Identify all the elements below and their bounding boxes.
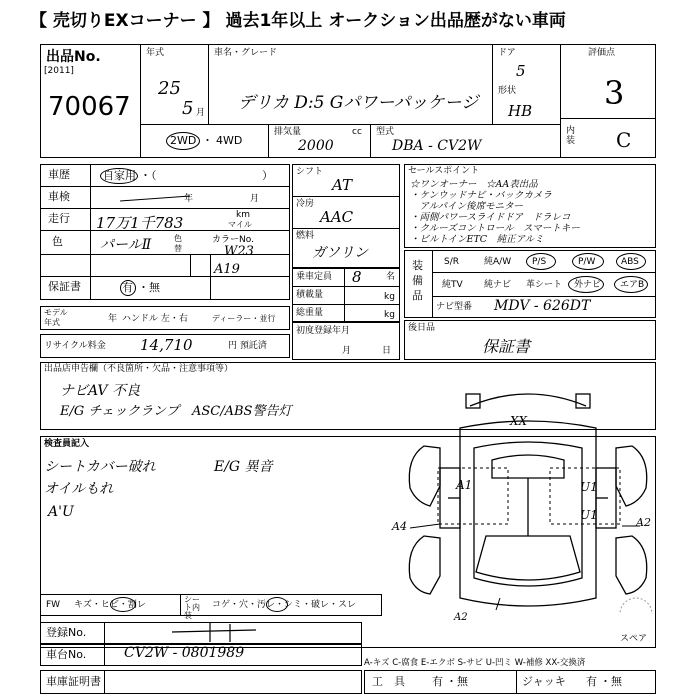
first-reg-day: 日 <box>382 346 392 356</box>
exhibitor-line1: ナビAV 不良 <box>60 383 140 399</box>
equip-pw: P/W <box>578 257 596 267</box>
equip-outer-navi: 外ナビ <box>574 280 602 290</box>
drive-dot: ・ <box>202 134 213 147</box>
tools-no: ・無 <box>446 675 468 688</box>
spare-tire <box>620 598 652 614</box>
diagram-a2-right: A2 <box>636 516 651 529</box>
color-code2: A19 <box>214 262 240 277</box>
first-reg-month: 月 <box>342 346 352 356</box>
engine-unit: cc <box>352 127 362 137</box>
inspection-month: 月 <box>250 194 260 204</box>
ac-value: AAC <box>320 208 354 226</box>
score-value: 3 <box>604 74 625 112</box>
inspection-year: 年 <box>184 194 194 204</box>
chassis-value: CV2W - 0801989 <box>124 645 245 661</box>
sales-point-2: ・ケンウッドナビ・バックカメラ <box>410 190 552 201</box>
score-label: 評価点 <box>588 48 616 58</box>
banner <box>0 0 700 32</box>
inspector-line1: シートカバー破れ <box>44 459 156 475</box>
condition-fw: FW <box>46 600 61 610</box>
mileage-km: km <box>236 210 250 220</box>
color-label: 色 <box>52 235 63 248</box>
history-rest: ・（ <box>140 169 157 182</box>
shift-label: シフト <box>296 167 324 177</box>
diagram-xx: XX <box>510 414 528 428</box>
month-value: 5 <box>182 98 194 119</box>
inspection-label: 車検 <box>48 190 70 203</box>
type-label: 型式 <box>376 127 395 137</box>
model-label: 車名・グレード <box>214 48 278 58</box>
model-handle: ハンドル 左・右 <box>122 314 188 324</box>
capacity-label: 乗車定員 <box>296 272 333 282</box>
tools-yes: 有 <box>432 675 443 688</box>
sales-points-label: セールスポイント <box>408 166 480 176</box>
diagram-spare: スペア <box>620 634 648 644</box>
equip-ps: P/S <box>532 257 547 267</box>
color-code1: W23 <box>224 244 254 259</box>
condition-seat: シート内装 <box>184 595 200 620</box>
history-close: ） <box>262 169 273 182</box>
diagram-u1a: U1 <box>580 480 598 494</box>
drive-2wd: 2WD <box>170 134 197 147</box>
color-value: パールⅡ <box>100 237 152 253</box>
equip-navi: 純ナビ <box>484 280 512 290</box>
color-change-label: 色替 <box>174 234 182 253</box>
sales-point-6: ・ビルトインETC 純正アルミ <box>410 234 544 245</box>
body-value: HB <box>508 102 533 120</box>
damage-legend: A-キズ C-腐食 E-エクボ S-サビ U-凹ミ W-補修 XX-交換済 <box>364 658 586 668</box>
diagram-a4: A4 <box>392 520 407 533</box>
history-label: 車歴 <box>48 168 70 181</box>
capacity-unit: 名 <box>386 272 396 282</box>
registration-label: 登録No. <box>46 626 87 639</box>
equip-abs: ABS <box>621 257 639 267</box>
equip-aw: 純A/W <box>484 257 512 267</box>
equip-tv: 純TV <box>442 280 463 290</box>
after-parts-label: 後日品 <box>408 323 436 333</box>
sales-point-4: ・両側パワースライドドア ドラレコ <box>410 212 571 223</box>
interior-label: 内装 <box>566 126 576 146</box>
mileage-value: 17万1千783 <box>96 214 184 232</box>
equipment-label: 装備品 <box>412 259 423 302</box>
exhibitor-line2: E/G チェックランプ ASC/ABS警告灯 <box>60 404 292 419</box>
drive-4wd: 4WD <box>216 134 243 147</box>
car-diagram <box>400 388 656 614</box>
year-value: 25 <box>158 78 181 99</box>
mileage-mile: マイル <box>228 220 252 229</box>
sales-point-1: ☆ワンオーナー ☆AA表出品 <box>410 179 538 190</box>
warranty-no: ・無 <box>138 281 160 294</box>
chassis-label: 車台No. <box>46 648 87 661</box>
jack-label: ジャッキ <box>522 675 566 688</box>
month-suffix: 月 <box>196 108 206 118</box>
model-dealer: ディーラー・並行 <box>212 314 276 323</box>
inspector-label: 検査員記入 <box>44 439 90 449</box>
ac-label: 冷房 <box>296 199 315 209</box>
inspector-line2: オイルもれ <box>44 481 114 497</box>
engine-label: 排気量 <box>274 127 302 137</box>
warranty-yes: 有 <box>122 281 133 294</box>
banner-text: 【 売切りEXコーナー 】 過去1年以上 オークション出品歴がない車両 <box>30 11 566 31</box>
sales-point-3: アルパイン後席モニター <box>410 201 523 212</box>
navi-model: MDV - 626DT <box>494 298 591 314</box>
jack-yes: 有 <box>586 675 597 688</box>
navi-model-label: ナビ型番 <box>436 302 473 312</box>
jack-no: ・無 <box>600 675 622 688</box>
mileage-label: 走行 <box>48 212 70 225</box>
recycle-suffix: 円 預託済 <box>228 341 267 351</box>
engine-value: 2000 <box>298 138 334 154</box>
equip-leather: 革シート <box>526 280 563 290</box>
recycle-label: リサイクル料金 <box>44 341 106 351</box>
body-label: 形状 <box>498 86 517 96</box>
door-value: 5 <box>516 62 526 80</box>
type-value: DBA - CV2W <box>392 138 482 154</box>
fuel-value: ガソリン <box>312 245 368 261</box>
load-unit: kg <box>384 292 395 302</box>
shift-value: AT <box>332 176 353 194</box>
weight-label: 総重量 <box>296 308 324 318</box>
lot-year-tag: [2011] <box>44 66 74 76</box>
fuel-label: 燃料 <box>296 231 315 241</box>
inspector-line3: A'U <box>48 504 74 520</box>
condition-fw-items: キズ・ヒビ・割レ <box>74 600 146 610</box>
capacity-value: 8 <box>352 268 362 286</box>
tools-label: 工 具 <box>372 675 405 688</box>
registration-scribble <box>170 620 260 644</box>
diagram-a1: A1 <box>456 478 473 492</box>
lot-label: 出品No. <box>46 49 101 65</box>
exhibitor-label: 出品店申告欄（不良箇所・欠品・注意事項等） <box>44 364 234 374</box>
diagram-u1b: U1 <box>580 508 598 522</box>
certificate-label: 車庫証明書 <box>46 675 101 688</box>
model-year-unit: 年 <box>108 314 118 324</box>
recycle-value: 14,710 <box>140 336 193 354</box>
warranty-label: 保証書 <box>48 280 81 293</box>
door-label: ドア <box>498 48 516 58</box>
after-parts-value: 保証書 <box>482 337 531 356</box>
weight-unit: kg <box>384 310 395 320</box>
lot-number: 70067 <box>48 92 131 122</box>
interior-value: C <box>616 128 632 152</box>
diagram-a2-bottom: A2 <box>454 612 468 623</box>
first-reg-label: 初度登録年月 <box>296 326 351 336</box>
equip-airbag: エアB <box>620 280 645 290</box>
model-year-label: モデル年式 <box>44 308 68 327</box>
model-value: デリカ D:5 Gパワーパッケージ <box>238 93 479 113</box>
color-code-label: カラーNo. <box>212 235 254 245</box>
equip-sr: S/R <box>444 257 459 267</box>
sales-points-list <box>410 176 654 245</box>
history-own: 自家用 <box>103 169 136 182</box>
load-label: 積載量 <box>296 290 324 300</box>
year-label: 年式 <box>146 48 165 58</box>
condition-seat-items: コゲ・穴・汚レ・シミ・破レ・スレ <box>212 600 357 610</box>
sales-point-5: ・クルーズコントロール スマートキー <box>410 223 580 234</box>
inspector-line1b: E/G 異音 <box>214 459 273 475</box>
